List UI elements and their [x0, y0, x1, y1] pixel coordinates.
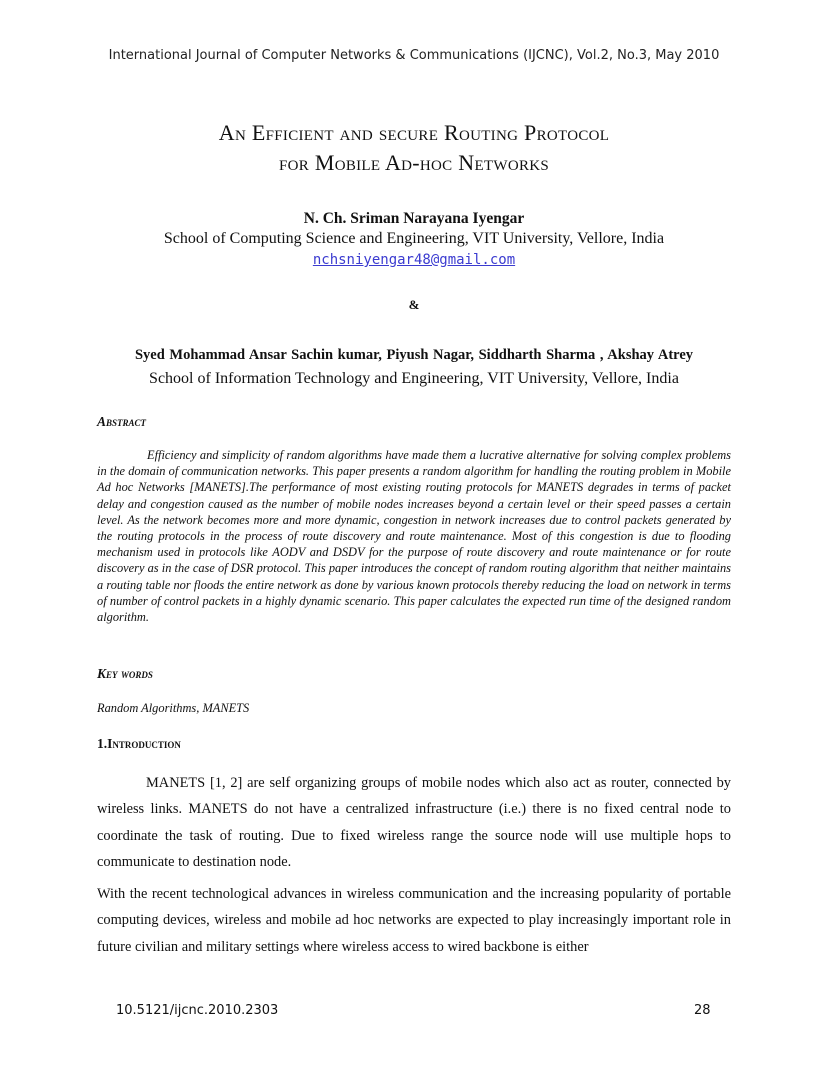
- abstract-text: Efficiency and simplicity of random algorithms have made them a lucrative alternative for solving complex problems in the domain of communication networks. This paper presents a random algorithm for handling the routing problem in Mobile Ad hoc Networks [MANETS].The performance of most existing routing protocols for MANETS degrades in terms of packet delay and congestion caused as the number of mobile nodes increases beyond a certain level or their speed passes a certain level. As the network becomes more and more dynamic, congestion in network increases due to control packets generated by the routing protocols in the process of route discovery and route maintenance. Most of this congestion is due to flooding mechanism used in protocols like AODV and DSDV for the purpose of route discovery and route maintenance or for route discovery as in the case of DSR protocol. This paper introduces the concept of random routing algorithm that neither maintains a routing table nor floods the entire network as done by various known protocols thereby reducing the load on network in terms of number of control packets in a highly dynamic scenario. This paper calculates the expected run time of the designed random algorithm.: [97, 448, 731, 625]
- primary-author-affiliation: School of Computing Science and Engineering, VIT University, Vellore, India: [163, 230, 665, 247]
- introduction-heading: 1.Introduction: [97, 736, 181, 751]
- introduction-paragraph-2: [97, 881, 731, 960]
- keywords-heading: Key words: [97, 666, 153, 681]
- author-separator: &: [408, 297, 420, 312]
- abstract-heading: Abstract: [97, 414, 147, 429]
- paper-title: [60, 118, 768, 178]
- keywords-text: Random Algorithms, MANETS: [97, 701, 250, 715]
- paper-title-line-1: An Efficient and secure Routing Protocol: [218, 120, 610, 145]
- introduction-paragraph-2-text: With the recent technological advances in wireless communication and the increasing popularity of portable computing devices, wireless and mobile ad hoc networks are expected to play increasingly important role in future civilian and military settings where wireless access to wired backbone is either: [97, 886, 731, 955]
- paper-title-line-2: for Mobile Ad-hoc Networks: [278, 150, 550, 175]
- footer-doi: 10.5121/ijcnc.2010.2303: [116, 1003, 279, 1018]
- primary-author-email-link[interactable]: nchsniyengar48@gmail.com: [312, 252, 516, 268]
- primary-author-name: N. Ch. Sriman Narayana Iyengar: [303, 210, 525, 227]
- coauthor-affiliation: School of Information Technology and Engineering, VIT University, Vellore, India: [149, 370, 679, 387]
- introduction-paragraph-1-text: MANETS [1, 2] are self organizing groups of mobile nodes which also act as router, connected by wireless links. MANETS do not have a centralized infrastructure (i.e.) there is no fixed central node to coordinate the task of routing. Due to fixed wireless range the source node will use multiple hops to communicate to destination node.: [97, 775, 731, 871]
- abstract-body: [97, 447, 731, 625]
- footer-page-number: 28: [694, 1003, 711, 1018]
- running-head: International Journal of Computer Networks & Communications (IJCNC), Vol.2, No.3, May 2010: [108, 48, 720, 63]
- coauthor-names: Syed Mohammad Ansar Sachin kumar, Piyush Nagar, Siddharth Sharma , Akshay Atrey: [134, 347, 694, 363]
- introduction-paragraph-1: [97, 770, 731, 876]
